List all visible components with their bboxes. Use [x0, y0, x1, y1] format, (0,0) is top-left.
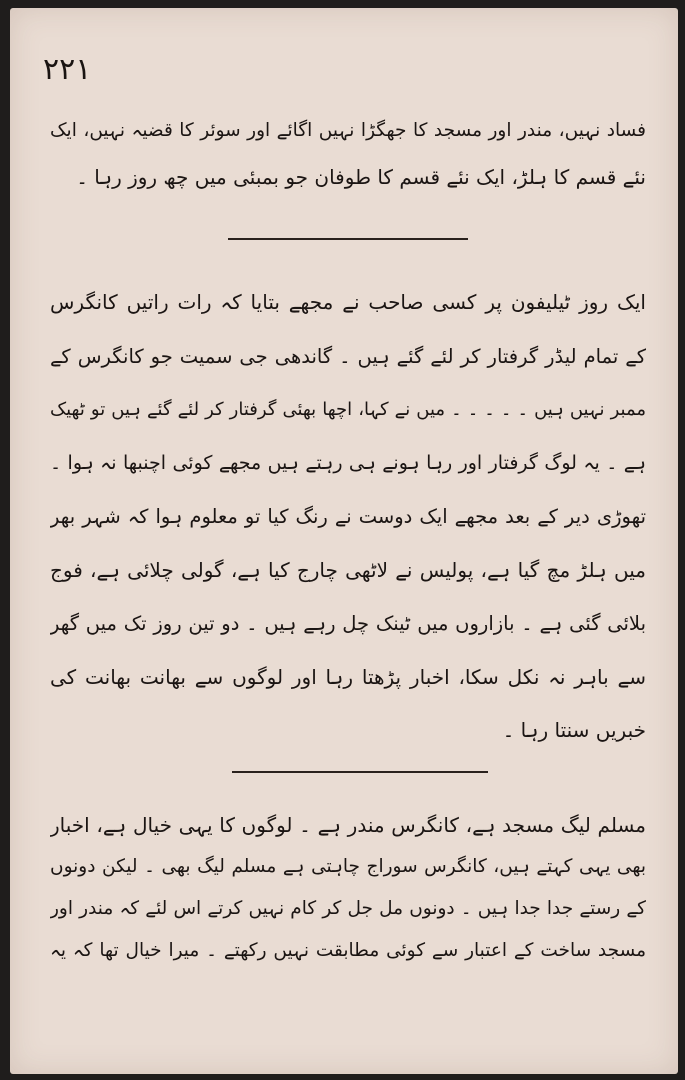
- text-line: مسجد ساخت کے اعتبار سے کوئی مطابقت نہیں رکھتے ۔ میرا خیال تھا کہ یہ: [50, 940, 646, 961]
- paragraph-1: [50, 108, 646, 200]
- paragraph-2: [50, 276, 646, 758]
- text-line: نئے قسم کا ہلڑ، ایک نئے قسم کا طوفان جو بمبئی میں چھ روز رہا ۔: [76, 165, 646, 189]
- text-line: میں ہلڑ مچ گیا ہے، پولیس نے لاٹھی چارج کیا ہے، گولی چلائی ہے، فوج: [50, 557, 646, 582]
- text-line: بھی یہی کہتے ہیں، کانگرس سوراج چاہتی ہے مسلم لیگ بھی ۔ لیکن دونوں: [50, 856, 646, 877]
- book-page: [10, 8, 678, 1074]
- section-divider: [232, 771, 488, 773]
- text-line: ممبر نہیں ہیں ۔ ۔ ۔ ۔ ۔ میں نے کہا، اچھا بھئی گرفتار کر لئے گئے ہیں تو ٹھیک: [50, 399, 646, 420]
- text-line: ہے ۔ یہ لوگ گرفتار اور رہا ہونے ہی رہتے ہیں مجھے کوئی اچنبھا نہ ہوا ۔: [50, 451, 646, 474]
- text-line: سے باہر نہ نکل سکا، اخبار پڑھتا رہا اور لوگوں سے بھانت بھانت کی: [50, 664, 646, 689]
- text-line: ایک روز ٹیلیفون پر کسی صاحب نے مجھے بتایا کہ رات راتیں کانگرس: [50, 290, 646, 314]
- text-line: مسلم لیگ مسجد ہے، کانگرس مندر ہے ۔ لوگوں کا یہی خیال ہے، اخبار: [50, 813, 646, 837]
- text-line: تھوڑی دیر کے بعد مجھے ایک دوست نے رنگ کیا تو معلوم ہوا کہ شہر بھر: [50, 505, 646, 528]
- text-line: خبریں سنتا رہا ۔: [502, 718, 646, 742]
- text-line: بلائی گئی ہے ۔ بازاروں میں ٹینک چل رہے ہیں ۔ دو تین روز تک میں گھر: [50, 612, 646, 635]
- page-number: ۲۲۱: [43, 52, 92, 87]
- paragraph-3: [50, 804, 646, 972]
- section-divider: [228, 238, 468, 240]
- text-line: کے تمام لیڈر گرفتار کر لئے گئے ہیں ۔ گاندھی جی سمیت جو کانگرس کے: [50, 344, 646, 368]
- text-line: فساد نہیں، مندر اور مسجد کا جھگڑا نہیں اگائے اور سوئر کا قضیہ نہیں، ایک: [50, 120, 646, 141]
- text-line: کے رستے جدا جدا ہیں ۔ دونوں مل جل کر کام نہیں کرتے اس لئے کہ مندر اور: [50, 898, 646, 919]
